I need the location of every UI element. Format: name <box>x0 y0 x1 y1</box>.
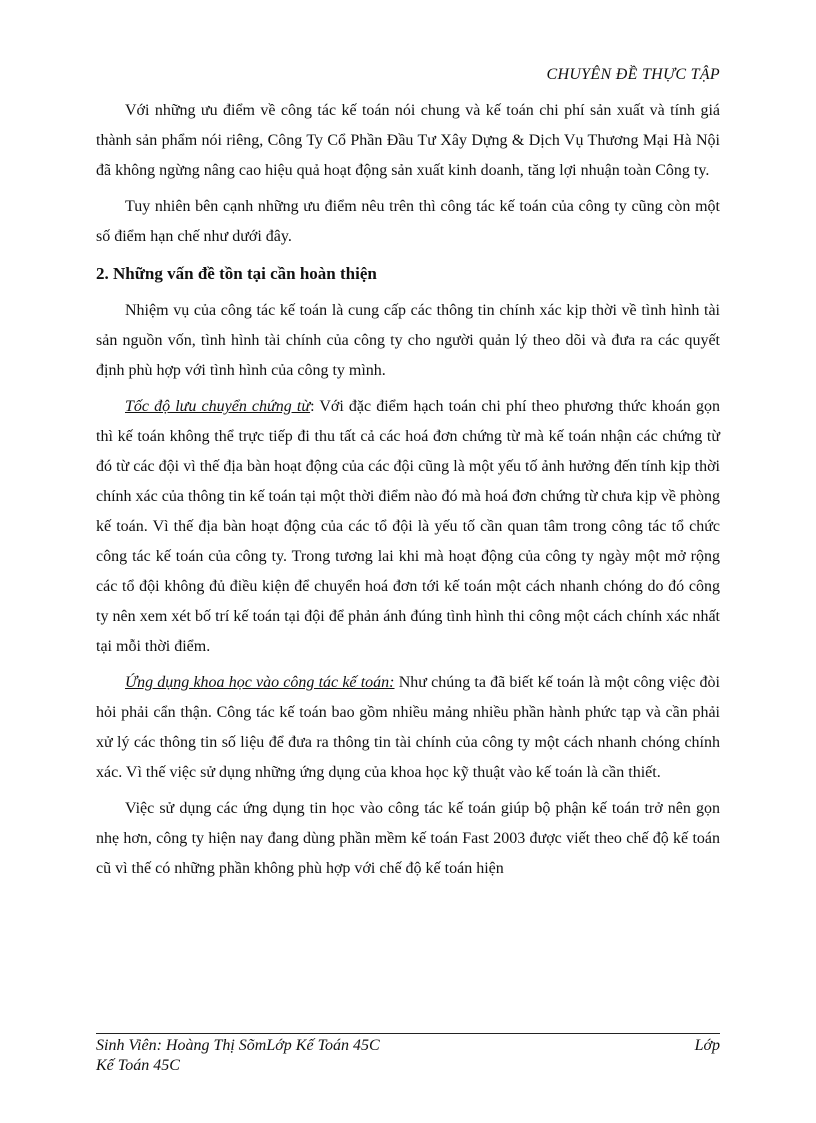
footer-second-line: Kế Toán 45C <box>96 1057 180 1074</box>
page-footer <box>96 1036 720 1076</box>
document-body <box>96 96 720 884</box>
footer-student-info: Sinh Viên: Hoàng Thị SõmLớp Kế Toán 45C <box>96 1037 380 1054</box>
paragraph-3: Nhiệm vụ của công tác kế toán là cung cấp các thông tin chính xác kịp thời về tình hình tài sản nguồn vốn, tình hình tài chính của công ty cho người quản lý theo dõi và đưa ra các quyết định phù hợp với tình hình của công ty mình. <box>96 302 720 379</box>
paragraph-6: Việc sử dụng các ứng dụng tin học vào công tác kế toán giúp bộ phận kế toán trở nên gọn nhẹ hơn, công ty hiện nay đang dùng phần mềm kế toán Fast 2003 được viết theo chế độ kế toán cũ vì thế có những phần không phù hợp với chế độ kế toán hiện <box>96 800 720 877</box>
footer-first-line <box>96 1036 720 1056</box>
footer-class-label: Lớp <box>694 1037 720 1054</box>
paragraph-4-body: : Với đặc điểm hạch toán chi phí theo phương thức khoán gọn thì kế toán không thể trực tiếp đi thu tất cả các hoá đơn chứng từ mà kế toán nhận các chứng từ đó từ các đội vì thế địa bàn hoạt động của các đội cũng là một yếu tố ảnh hưởng đến tính kịp thời chính xác của thông tin kế toán tại một thời điểm nào đó mà hoá đơn chứng từ chưa kịp về phòng kế toán. Vì thế địa bàn hoạt động của các tổ đội là yếu tố cần quan tâm trong công tác tổ chức công tác kế toán của công ty. Trong tương lai khi mà hoạt động của công ty ngày một mở rộng các tổ đội không đủ điều kiện để chuyển hoá đơn tới kế toán một cách nhanh chóng do đó công ty nên xem xét bố trí kế toán tại đội để phản ánh đúng tình hình thi công một cách chính xác nhất tại mỗi thời điểm. <box>96 398 720 655</box>
paragraph-1: Với những ưu điểm về công tác kế toán nói chung và kế toán chi phí sản xuất và tính giá thành sản phẩm nói riêng, Công Ty Cổ Phần Đầu Tư Xây Dựng & Dịch Vụ Thương Mại Hà Nội đã không ngừng nâng cao hiệu quả hoạt động sản xuất kinh doanh, tăng lợi nhuận toàn Công ty. <box>96 102 720 179</box>
paragraph-5-body: Như chúng ta đã biết kế toán là một công việc đòi hỏi phải cẩn thận. Công tác kế toán bao gồm nhiều mảng nhiều phần hành phức tạp và cần phải xử lý các thông tin số liệu để đưa ra thông tin tài chính của công ty một cách nhanh chóng chính xác. Vì thế việc sử dụng những ứng dụng của khoa học kỹ thuật vào kế toán là cần thiết. <box>96 674 720 781</box>
section-heading: 2. Những vấn đề tồn tại cần hoàn thiện <box>96 264 377 283</box>
header-title: CHUYÊN ĐỀ THỰC TẬP <box>546 66 720 83</box>
paragraph-4 <box>96 392 720 662</box>
paragraph-5 <box>96 668 720 788</box>
paragraph-2: Tuy nhiên bên cạnh những ưu điểm nêu trên thì công tác kế toán của công ty cũng còn một số điểm hạn chế như dưới đây. <box>96 198 720 245</box>
paragraph-5-lead: Ứng dụng khoa học vào công tác kế toán: <box>125 674 395 691</box>
paragraph-4-lead: Tốc độ lưu chuyển chứng từ <box>125 398 311 415</box>
footer-divider <box>96 1033 720 1034</box>
